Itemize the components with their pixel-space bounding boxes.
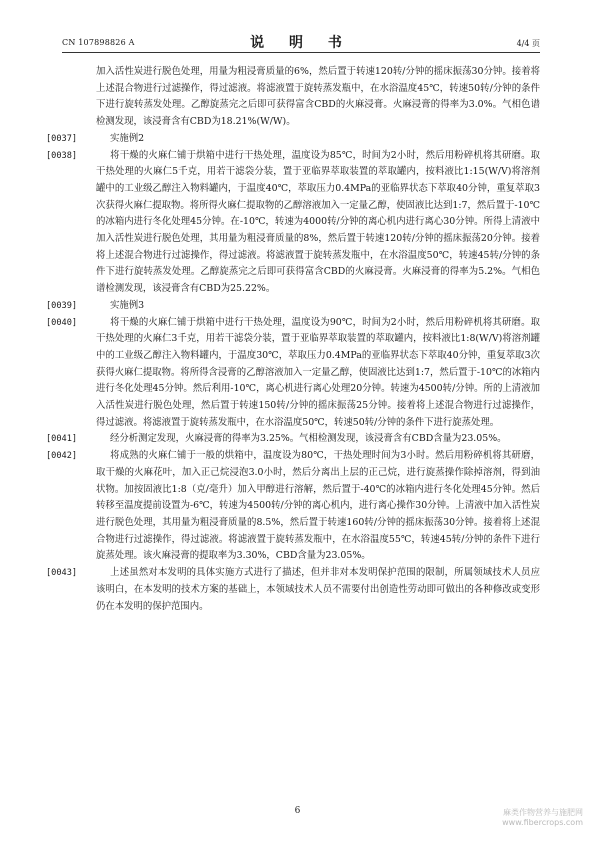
section-heading xyxy=(46,298,540,315)
paragraph-number: [0037] xyxy=(46,133,78,144)
paragraph-number: [0038] xyxy=(46,150,78,161)
heading-text: 实施例3 xyxy=(110,299,145,311)
paragraph-text: 将干燥的火麻仁铺于烘箱中进行干热处理，温度设为85℃，时间为2小时，然后用粉碎机将其研磨。取干热处理的火麻仁5千克，用若干滤袋分装，置于亚临界萃取装置的萃取罐内，按料液比1:15(W/V)将溶剂罐中的工业级乙醇注入物料罐内，于温度40℃，萃取压力0.4MPa的亚临界状态下萃取40分钟，重复萃取3次获得火麻仁提取物。将所得火麻仁提取物的乙醇溶液加入一定量乙醇，使固液比达到1:7，然后置于-10℃的冰箱内进行冬化处理45分钟。在-10℃，转速为4000转/分钟的离心机内进行离心30分钟。所得上清液中加入活性炭进行脱色处理，其用量为粗浸膏质量的8%，然后置于转速120转/分钟的摇床振荡20分钟。接着将上述混合物进行过滤操作，得过滤液。将滤液置于旋转蒸发瓶中，在水浴温度50℃，转速45转/分钟的条件下进行旋转蒸发处理。乙醇旋蒸完之后即可获得富含CBD的火麻浸膏。火麻浸膏的得率为5.2%。气相色谱检测发现，该浸膏含有CBD为25.22%。 xyxy=(96,149,540,295)
paragraph xyxy=(46,431,540,448)
watermark-url: www.fibercrops.com xyxy=(502,818,583,827)
paragraph xyxy=(46,448,540,565)
paragraph xyxy=(46,565,540,615)
paragraph-number: [0039] xyxy=(46,300,78,311)
page-header xyxy=(62,30,540,53)
publication-number: CN 107898826 A xyxy=(62,38,135,47)
paragraph xyxy=(46,315,540,432)
watermark-site-name: 麻类作物营养与施肥网 xyxy=(503,808,583,817)
paragraph-number: [0043] xyxy=(46,568,78,579)
document-body xyxy=(46,64,540,615)
paragraph-number: [0040] xyxy=(46,317,78,328)
paragraph-text: 将干燥的火麻仁铺于烘箱中进行干热处理，温度设为90℃，时间为2小时，然后用粉碎机将其研磨。取干热处理的火麻仁3千克，用若干滤袋分装，置于亚临界萃取装置的萃取罐内，按料液比1:8(W/V)将溶剂罐中的工业级乙醇注入物料罐内，于温度30℃，萃取压力0.4MPa的亚临界状态下萃取40分钟，重复萃取3次获得火麻仁提取物。将所得含浸膏的乙醇溶液加入一定量乙醇，使固液比达到1:7，然后置于-10℃的冰箱内进行冬化处理45分钟。然后利用-10℃，离心机进行离心处理20分钟。转速为4500转/分钟。所的上清液加入活性炭进行脱色处理，然后置于转速150转/分钟的摇床振荡25分钟。接着将上述混合物进行过滤操作，得过滤液。将滤液置于旋转蒸发瓶中，在水浴温度50℃，转速50转/分钟的条件下进行旋蒸处理。 xyxy=(96,316,540,428)
paragraph xyxy=(46,148,540,298)
paragraph-text: 加入活性炭进行脱色处理，用量为粗浸膏质量的6%，然后置于转速120转/分钟的摇床振荡30分钟。接着将上述混合物进行过滤操作，得过滤液。将滤液置于旋转蒸发瓶中，在水浴温度45℃，转速50转/分钟的条件下进行旋转蒸发处理。乙醇旋蒸完之后即可获得富含CBD的火麻浸膏。火麻浸膏的得率为3.0%。气相色谱检测发现，该浸膏含有CBD为18.21%(W/W)。 xyxy=(96,66,540,128)
site-watermark xyxy=(502,808,583,828)
paragraph-text: 将成熟的火麻仁铺于一般的烘箱中，温度设为80℃，干热处理时间为3小时。然后用粉碎机将其研磨，取干燥的火麻花叶，加入正己烷浸泡3.0小时，然后分离出上层的正己烷，进行旋蒸操作除掉溶剂，得到油状物。加按固液比1:8（克/毫升）加入甲醇进行溶解，然后置于-40℃的冰箱内进行冬化处理45分钟。然后转移至温度提前设置为-6℃，转速为4500转/分钟的离心机内，进行离心操作30分钟。上清液中加入活性炭进行脱色处理，其用量为粗浸膏质量的8.5%，然后置于转速160转/分钟的摇床振荡30分钟。接着将上述混合物进行过滤操作，得过滤液。将滤液置于旋转蒸发瓶中，在水浴温度55℃，转速45转/分钟的条件下进行旋蒸处理。该火麻浸膏的提取率为3.30%，CBD含量为23.05%。 xyxy=(96,450,540,562)
paragraph-number: [0042] xyxy=(46,451,78,462)
heading-text: 实施例2 xyxy=(110,132,145,144)
paragraph xyxy=(96,64,540,131)
paragraph-number: [0041] xyxy=(46,434,78,445)
page-info: 4/4 页 xyxy=(516,39,540,48)
paragraph-text: 上述虽然对本发明的具体实施方式进行了描述，但并非对本发明保护范围的限制，所属领域技术人员应该明白，在本发明的技术方案的基础上，本领域技术人员不需要付出创造性劳动即可做出的各种修改或变形仍在本发明的保护范围内。 xyxy=(96,567,540,612)
paragraph-text: 经分析测定发现，火麻浸膏的得率为3.25%。气相检测发现，该浸膏含有CBD含量为23.05%。 xyxy=(110,433,507,445)
page-number: 6 xyxy=(294,806,301,816)
section-heading xyxy=(46,131,540,148)
document-title: 说 明 书 xyxy=(250,35,352,51)
